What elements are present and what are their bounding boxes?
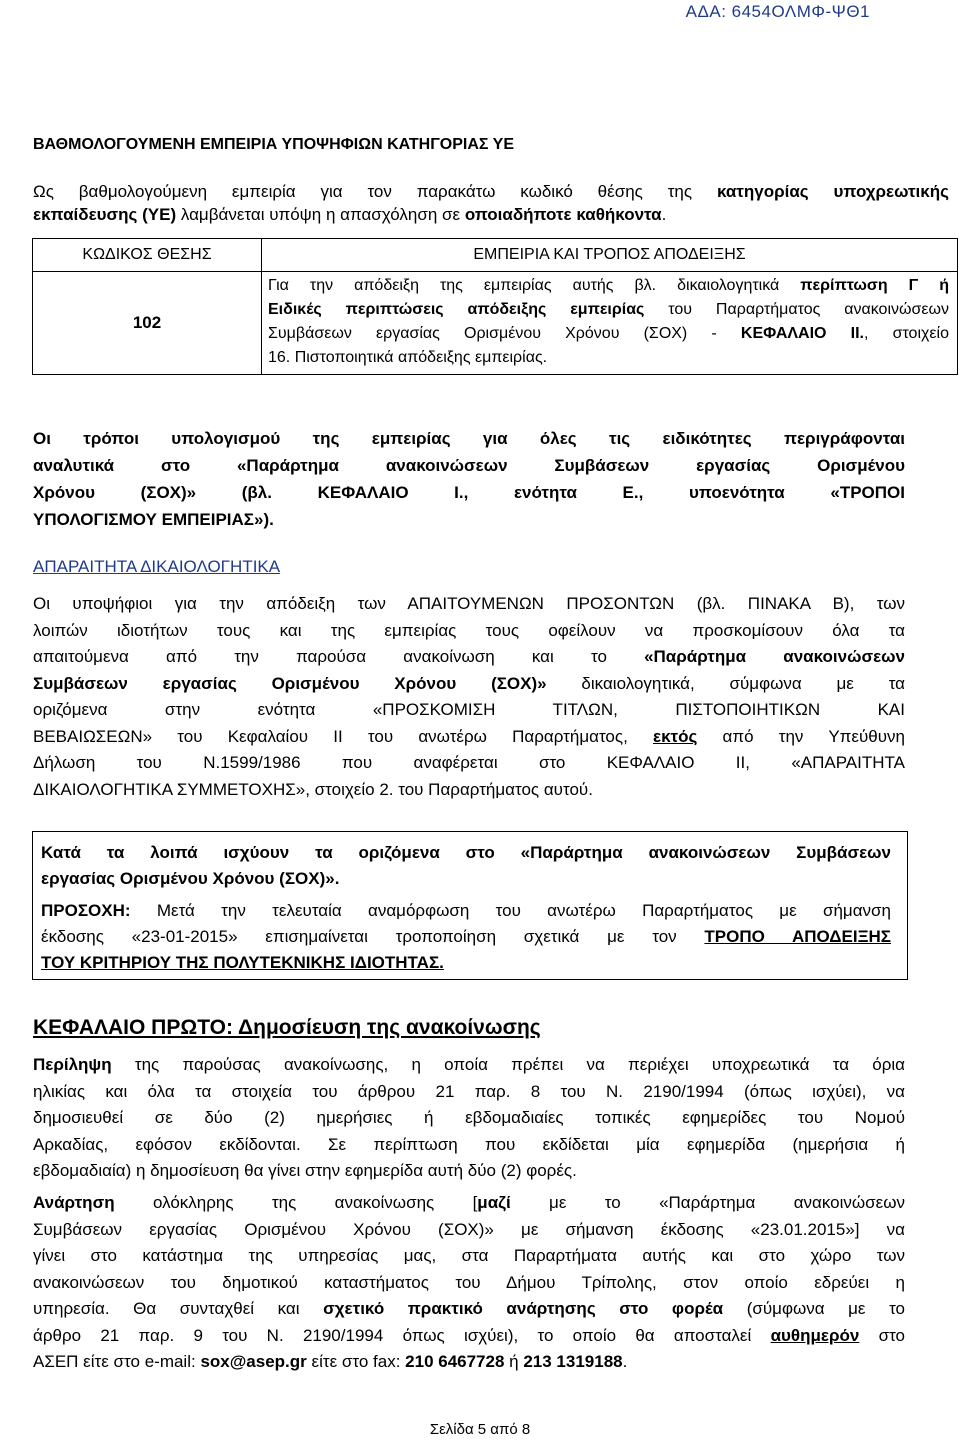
req-line	[33, 671, 905, 698]
notice-attention: ΠΡΟΣΟΧΗ:	[41, 901, 131, 920]
desc-text: Για την απόδειξη της εμπειρίας αυτής βλ. δικαιολογητικά	[268, 277, 801, 294]
required-docs-paragraph	[33, 591, 905, 803]
req-line: οριζόμενα στην ενότητα «ΠΡΟΣΚΟΜΙΣΗ ΤΙΤΛΩΝ, ΠΙΣΤΟΠΟΙΗΤΙΚΩΝ ΚΑΙ	[33, 700, 905, 719]
intro-bold: κατηγορίας υποχρεωτικής	[716, 182, 949, 201]
desc-line	[268, 322, 949, 346]
posting-text: με το «Παράρτημα ανακοινώσεων	[510, 1193, 905, 1212]
posting-line: Συμβάσεων εργασίας Ορισμένου Χρόνου (ΣΟΧ)» με σήμανση έκδοσης «23.01.2015»] να	[33, 1219, 905, 1239]
req-line: ΔΙΚΑΙΟΛΟΓΗΤΙΚΑ ΣΥΜΜΕΤΟΧΗΣ», στοιχείο 2. του Παραρτήματος αυτού.	[33, 779, 593, 799]
desc-line	[268, 274, 949, 298]
req-line: Δήλωση του Ν.1599/1986 που αναφέρεται στο ΚΕΦΑΛΑΙΟ ΙΙ, «ΑΠΑΡΑΙΤΗΤΑ	[33, 753, 905, 772]
posting-text: άρθρο 21 παρ. 9 του Ν. 2190/1994 όπως ισχύει), το οποίο θα αποσταλεί	[33, 1325, 771, 1345]
document-id: ΑΔΑ: 6454ΟΛΜΦ-ΨΘ1	[685, 2, 870, 21]
posting-text: στο	[859, 1325, 905, 1345]
calc-line: Οι τρόποι υπολογισμού της εμπειρίας για όλες τις ειδικότητες περιγράφονται	[33, 429, 905, 448]
intro-text: Ως βαθμολογούμενη εμπειρία για τον παρακάτω κωδικό θέσης της	[33, 182, 717, 201]
asep-fax-1: 210 6467728	[405, 1352, 505, 1371]
summary-line: ηλικίας και όλα τα στοιχεία του άρθρου 21 παρ. 8 του Ν. 2190/1994 (όπως ισχύει), να	[33, 1081, 905, 1101]
req-emphasis: εκτός	[653, 726, 698, 746]
notice-line	[41, 950, 891, 976]
intro-bold: οποιαδήποτε καθήκοντα	[464, 205, 662, 224]
posting-text: .	[622, 1352, 628, 1371]
req-line	[33, 724, 905, 751]
posting-bold: Ανάρτηση	[33, 1193, 115, 1212]
desc-text: , στοιχείο	[863, 325, 949, 342]
req-bold: «Παράρτημα ανακοινώσεων	[644, 647, 905, 666]
calc-line: Χρόνου (ΣΟΧ)» (βλ. ΚΕΦΑΛΑΙΟ Ι., ενότητα Ε., υποενότητα «ΤΡΟΠΟΙ	[33, 483, 905, 502]
summary-paragraph	[33, 1052, 905, 1185]
posting-line	[33, 1296, 905, 1323]
req-text: ΒΕΒΑΙΩΣΕΩΝ» του Κεφαλαίου ΙΙ του ανωτέρω Παραρτήματος,	[33, 726, 653, 746]
req-text: απαιτούμενα από την παρούσα ανακοίνωση και το	[33, 647, 645, 666]
req-line: Οι υποψήφιοι για την απόδειξη των ΑΠΑΙΤΟΥΜΕΝΩΝ ΠΡΟΣΟΝΤΩΝ (βλ. ΠΙΝΑΚΑ Β), των	[33, 594, 905, 613]
notice-box	[32, 831, 908, 980]
position-code-header: ΚΩΔΙΚΟΣ ΘΕΣΗΣ	[33, 239, 262, 272]
position-code: 102	[33, 272, 262, 375]
notice-emphasis: ΤΟΥ ΚΡΙΤΗΡΙΟΥ ΤΗΣ ΠΟΛΥΤΕΚΝΙΚΗΣ ΙΔΙΟΤΗΤΑΣ.	[41, 953, 444, 972]
posting-line	[33, 1349, 905, 1376]
notice-text: έκδοσης «23-01-2015» επισημαίνεται τροποποίηση σχετικά με τον	[41, 927, 705, 946]
desc-bold: ΚΕΦΑΛΑΙΟ ΙΙ.	[740, 325, 864, 342]
summary-line: δημοσιευθεί σε δύο (2) ημερήσιες ή εβδομαδιαίες τοπικές εφημερίδες του Νομού	[33, 1108, 905, 1127]
req-text: δικαιολογητικά, σύμφωνα με τα	[546, 673, 905, 693]
intro-text: .	[661, 205, 667, 224]
experience-header: ΕΜΠΕΙΡΙΑ ΚΑΙ ΤΡΟΠΟΣ ΑΠΟΔΕΙΞΗΣ	[262, 239, 958, 272]
notice-paragraph-2	[41, 898, 891, 976]
posting-text: υπηρεσία. Θα συνταχθεί και	[33, 1299, 324, 1318]
posting-text: ΑΣΕΠ είτε στο e-mail:	[33, 1352, 201, 1371]
chapter-title: ΚΕΦΑΛΑΙΟ ΠΡΩΤΟ: Δημοσίευση της ανακοίνωσης	[33, 1016, 541, 1039]
desc-text: Συμβάσεων εργασίας Ορισμένου Χρόνου (ΣΟΧ) -	[268, 325, 741, 342]
posting-line	[33, 1190, 905, 1217]
posting-line	[33, 1323, 905, 1350]
page-number: Σελίδα 5 από 8	[429, 1421, 531, 1438]
posting-paragraph	[33, 1190, 905, 1376]
notice-line	[41, 924, 891, 950]
notice-line: εργασίας Ορισμένου Χρόνου (ΣΟΧ)».	[41, 869, 340, 888]
summary-text: της παρούσας ανακοίνωσης, η οποία πρέπει να περιέχει υποχρεωτικά τα όρια	[111, 1055, 905, 1074]
intro-line-2	[33, 203, 949, 226]
posting-line: ανακοινώσεων του δημοτικού καταστήματος του Δήμου Τρίπολης, στον οποίο εδρεύει η	[33, 1272, 905, 1292]
asep-email: sox@asep.gr	[200, 1352, 307, 1371]
posting-emphasis: αυθημερόν	[770, 1325, 860, 1345]
desc-bold: Ειδικές περιπτώσεις απόδειξης εμπειρίας	[268, 301, 645, 318]
summary-line: Αρκαδίας, εφόσον εκδίδονται. Σε περίπτωση που εκδίδεται μία εφημερίδα (ημερήσια ή	[33, 1134, 905, 1154]
section-title: ΒΑΘΜΟΛΟΓΟΥΜΕΝΗ ΕΜΠΕΙΡΙΑ ΥΠΟΨΗΦΙΩΝ ΚΑΤΗΓΟΡΙΑΣ ΥΕ	[33, 136, 515, 153]
calculation-paragraph	[33, 425, 905, 533]
table-header-row	[33, 239, 958, 272]
notice-emphasis: ΤΡΟΠΟ ΑΠΟΔΕΙΞΗΣ	[704, 927, 891, 946]
intro-paragraph	[33, 180, 949, 226]
desc-text: του Παραρτήματος ανακοινώσεων	[644, 301, 949, 318]
desc-line	[268, 298, 949, 322]
intro-bold: εκπαίδευσης (ΥΕ)	[33, 205, 177, 224]
desc-line: 16. Πιστοποιητικά απόδειξης εμπειρίας.	[268, 349, 548, 366]
posting-text: ολόκληρης της ανακοίνωσης [	[114, 1193, 478, 1212]
summary-line	[33, 1052, 905, 1079]
req-line	[33, 644, 905, 671]
posting-text: ή	[504, 1352, 524, 1371]
intro-line-1	[33, 180, 949, 203]
posting-text: (σύμφωνα με το	[723, 1299, 906, 1318]
table-row	[33, 272, 958, 375]
experience-table	[32, 238, 958, 375]
notice-text: Μετά την τελευταία αναμόρφωση του ανωτέρω Παραρτήματος με σήμανση	[130, 901, 891, 920]
req-text: από την Υπεύθυνη	[697, 726, 905, 746]
posting-line: γίνει στο κατάστημα της υπηρεσίας μας, στα Παραρτήματα αυτής και στο χώρο των	[33, 1246, 905, 1265]
summary-bold: Περίληψη	[33, 1055, 112, 1074]
summary-line: εβδομαδιαία) η δημοσίευση θα γίνει στην εφημερίδα αυτή δύο (2) φορές.	[33, 1161, 577, 1180]
calc-line: αναλυτικά στο «Παράρτημα ανακοινώσεων Συμβάσεων εργασίας Ορισμένου	[33, 456, 905, 475]
asep-fax-2: 213 1319188	[523, 1352, 623, 1371]
intro-text: λαμβάνεται υπόψη η απασχόληση σε	[176, 205, 465, 224]
required-docs-heading: ΑΠΑΡΑΙΤΗΤΑ ΔΙΚΑΙΟΛΟΓΗΤΙΚΑ	[33, 557, 281, 576]
desc-bold: περίπτωση Γ ή	[800, 277, 950, 294]
notice-paragraph-1	[41, 840, 891, 892]
experience-description	[262, 272, 958, 375]
notice-line: Κατά τα λοιπά ισχύουν τα οριζόμενα στο «Παράρτημα ανακοινώσεων Συμβάσεων	[41, 843, 891, 862]
posting-bold: μαζί	[477, 1193, 511, 1212]
calc-line: ΥΠΟΛΟΓΙΣΜΟΥ ΕΜΠΕΙΡΙΑΣ»).	[33, 510, 274, 529]
notice-line	[41, 898, 891, 924]
req-bold: Συμβάσεων εργασίας Ορισμένου Χρόνου (ΣΟΧ)»	[33, 673, 547, 693]
posting-text: είτε στο fax:	[306, 1352, 406, 1371]
req-line: λοιπών ιδιοτήτων τους και της εμπειρίας τους οφείλουν να προσκομίσουν όλα τα	[33, 620, 905, 640]
posting-bold: σχετικό πρακτικό ανάρτησης στο φορέα	[323, 1299, 724, 1318]
